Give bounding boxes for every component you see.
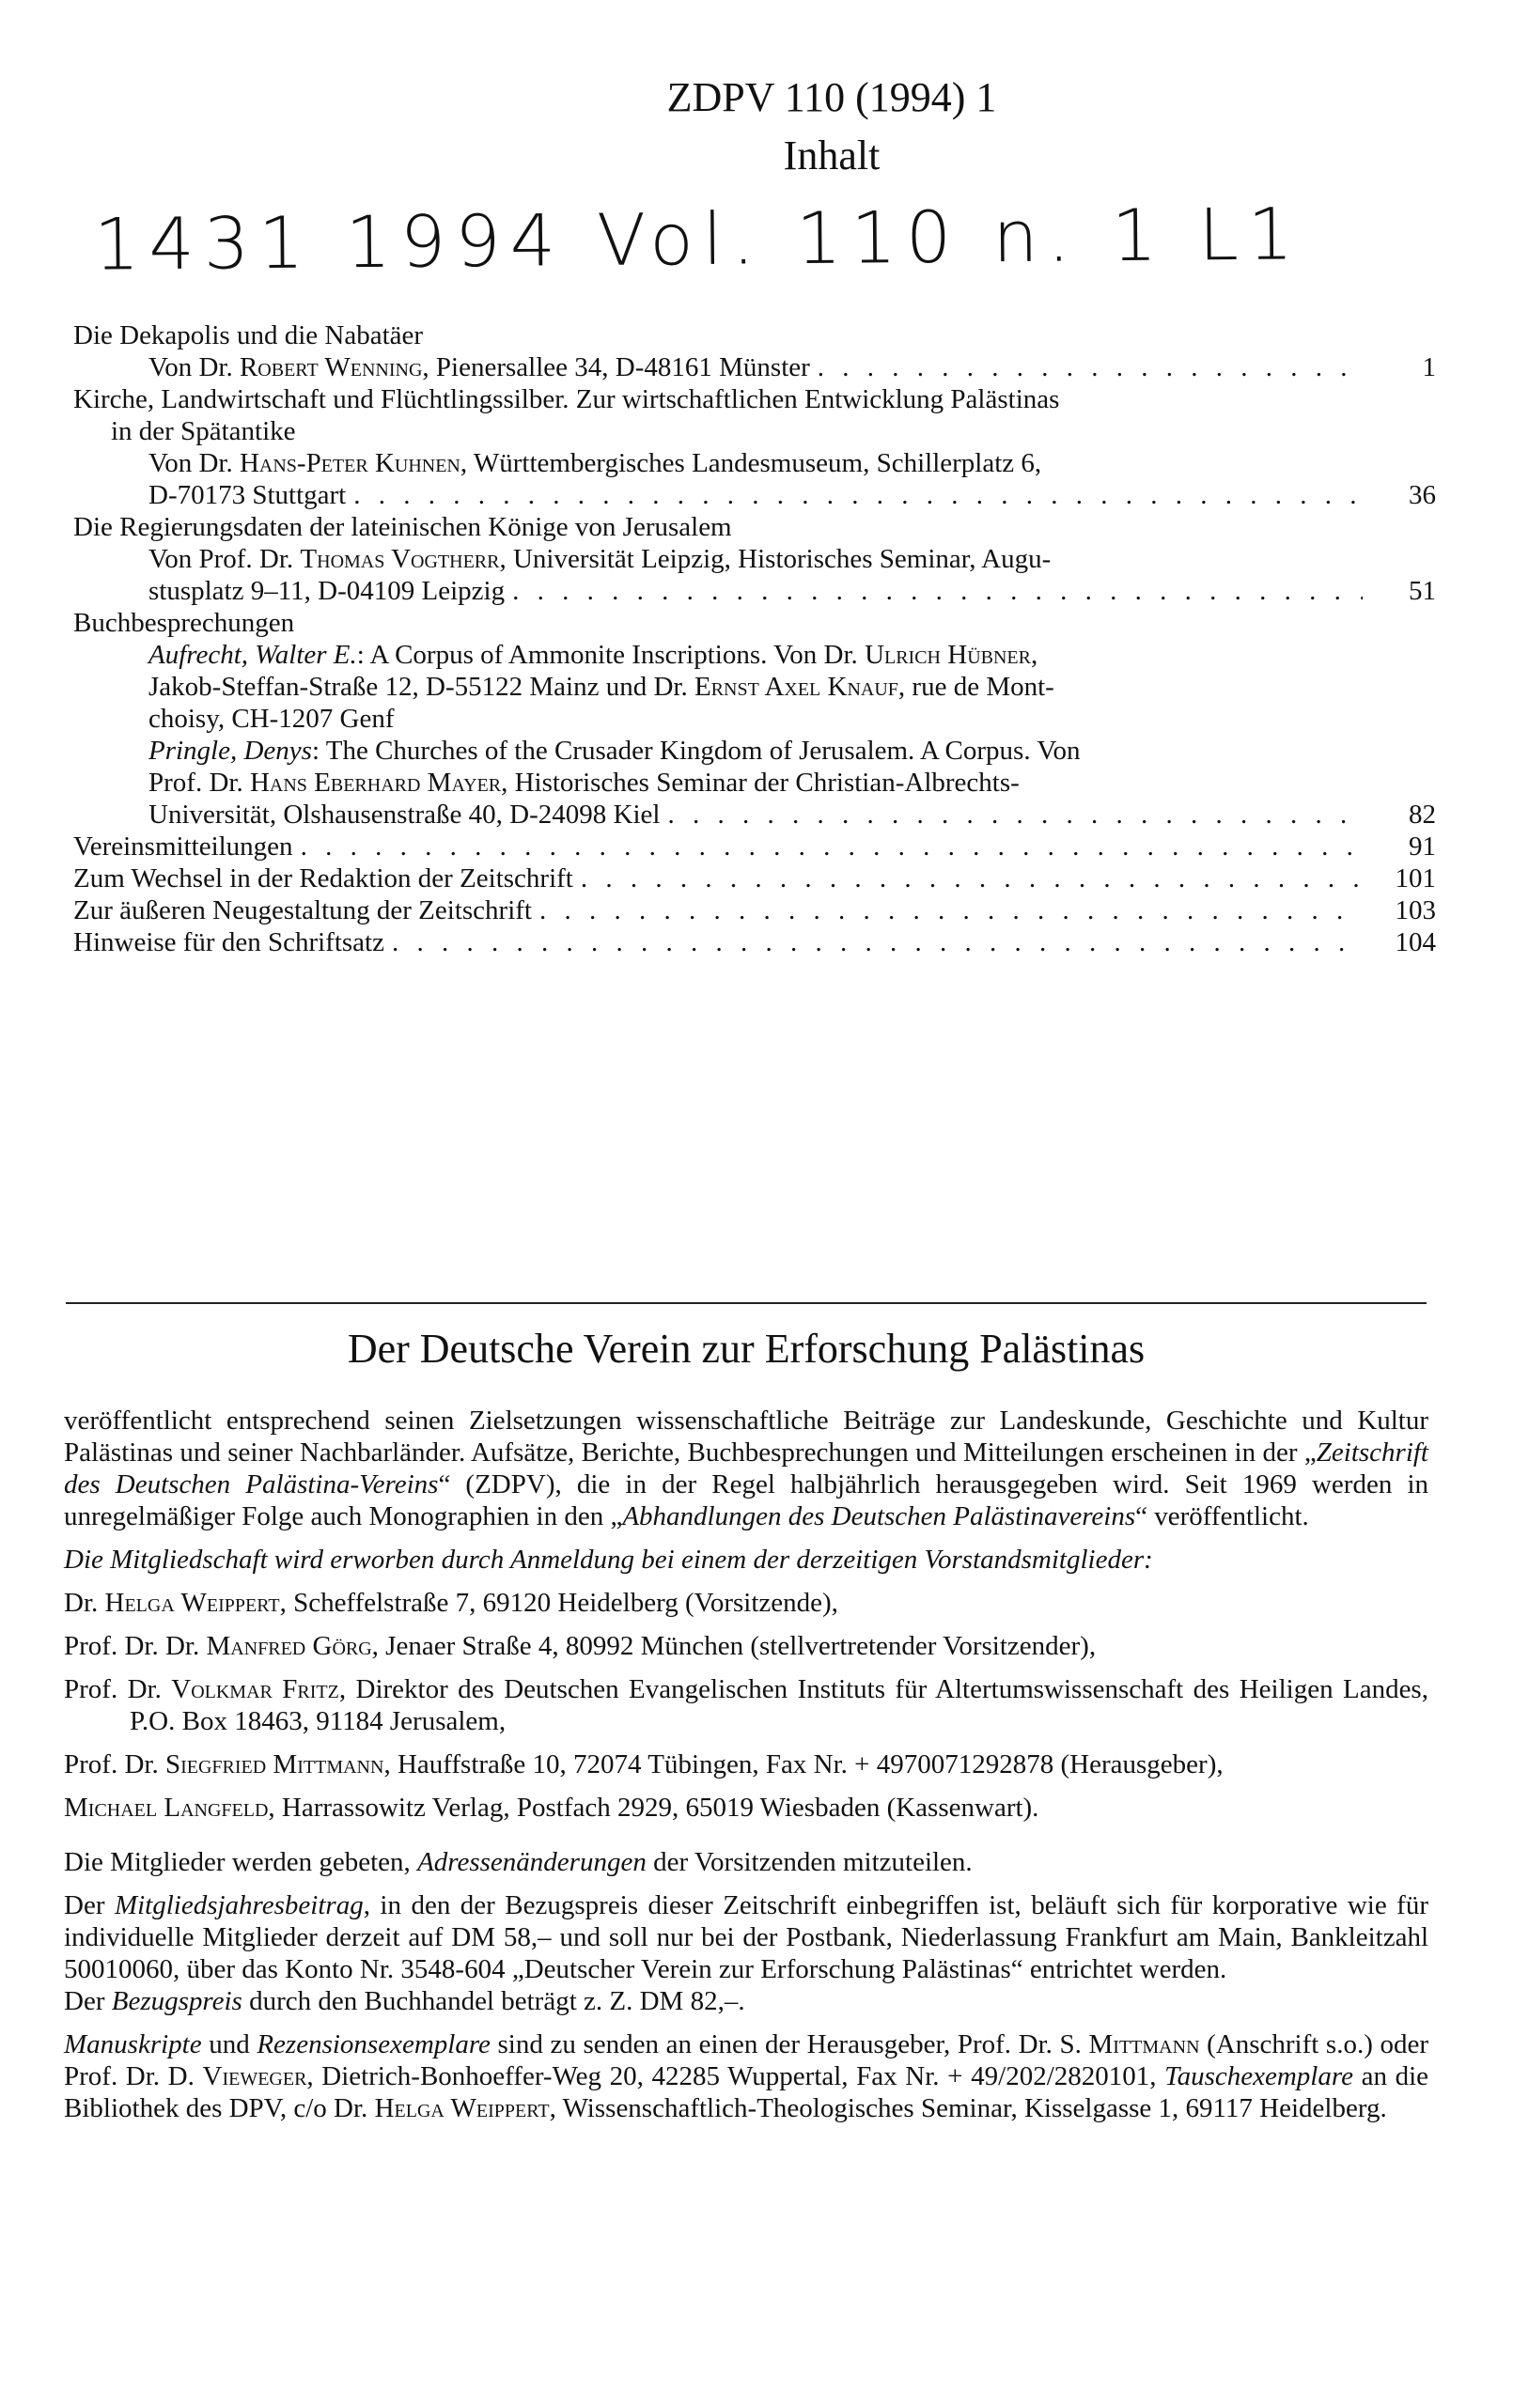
toc-leader [581,862,1363,894]
text: , Dietrich-Bonhoeffer-Weg 20, 42285 Wuppertal, Fax Nr. + 49/202/2820101, [306,2061,1165,2091]
toc-page-number: 82 [1409,800,1436,830]
review-text: Universität, Olshausenstraße 40, D-24098 Kiel [148,800,661,830]
toc-address: , Universität Leipzig, Historisches Seminar, Augu- [499,544,1052,574]
toc-leader [512,575,1363,607]
text: der Vorsitzenden mitzuteilen. [646,1847,973,1877]
spacer [64,1835,1428,1846]
toc-leader [392,926,1363,958]
board-member [64,1630,1428,1662]
toc-entry-title: Zum Wechsel in der Redaktion der Zeitschrift [73,863,573,893]
journal-title: ZDPV 110 (1994) 1 [666,74,997,120]
text: , Hauffstraße 10, 72074 Tübingen, Fax Nr. + 4970071292878 (Herausgeber), [383,1749,1224,1779]
membership-fee-note [64,1889,1428,1985]
review-book-author: Aufrecht, Walter E. [148,640,357,670]
review-line [73,671,1436,703]
toc-page-number: 36 [1409,480,1436,510]
reviewer-name: Ulrich Hübner [865,640,1031,670]
toc-address: , Pienersallee 34, D-48161 Münster [422,352,810,382]
toc-entry-address-line [73,575,1436,607]
toc-page-number: 1 [1422,352,1436,382]
text: Prof. Dr. [64,1674,172,1704]
toc-leader [353,479,1363,511]
toc-address: D-70173 Stuttgart [148,480,347,510]
society-description [64,1405,1428,1532]
text-italic: Bezugspreis [111,1986,242,2016]
text-italic: Manuskripte [64,2029,202,2059]
manuscript-submission-note [64,2028,1428,2124]
toc-by: Von Prof. Dr. [148,544,301,574]
text: (Anschrift s.o.) oder Prof. Dr. D. [64,2029,1429,2091]
review-line [73,767,1436,799]
text: “ veröffentlicht. [1135,1501,1309,1531]
board-member [64,1748,1428,1780]
review-text: Prof. Dr. [148,768,250,798]
review-text: Jakob-Steffan-Straße 12, D-55122 Mainz und Dr. [148,672,694,702]
toc-by: Von Dr. [148,448,240,478]
text: Prof. Dr. Dr. [64,1631,207,1661]
toc-entry [73,862,1436,894]
toc-author: Robert Wenning [239,352,423,382]
text: Dr. [64,1588,105,1618]
section-divider [66,1302,1427,1304]
review-text: : A Corpus of Ammonite Inscriptions. Von Dr. [356,640,866,670]
toc-entry-title: Vereinsmitteilungen [73,831,293,862]
toc-page-number: 51 [1409,576,1436,606]
toc-by: Von Dr. [148,352,240,382]
editor-name: Mittmann [1088,2029,1200,2059]
board-member [64,1792,1428,1824]
toc-leader [818,351,1363,383]
text: , Wissenschaftlich-Theologisches Seminar, Kisselgasse 1, 69117 Heidelberg. [549,2093,1387,2123]
toc-entry-title: Kirche, Landwirtschaft und Flüchtlingssilber. Zur wirtschaftlichen Entwicklung Palästinas [73,384,1060,414]
text: , Scheffelstraße 7, 69120 Heidelberg (Vorsitzende), [279,1588,838,1618]
toc-entry-title: Die Dekapolis und die Nabatäer [73,320,424,350]
review-text: , rue de Mont- [897,672,1054,702]
handwritten-shelfmark: 1431 1994 Vol. 110 n. 1 L1 [93,192,1303,287]
subscription-price-note [64,1985,1428,2017]
toc-entry-title: Zur äußeren Neugestaltung der Zeitschrift [73,895,532,925]
toc-author: Hans-Peter Kuhnen [239,448,460,478]
review-line [73,799,1436,831]
review-line [73,639,1436,671]
toc-entry [73,383,1436,511]
text: an die Bibliothek des DPV, c/o Dr. [64,2061,1428,2123]
review-book-author: Pringle, Denys [148,736,312,766]
text-italic: Tauschexemplare [1164,2061,1353,2091]
membership-note: Die Mitgliedschaft wird erworben durch Anmeldung bei einem der derzeitigen Vorstandsmitglieder: [64,1545,1153,1575]
text: Die Mitglieder werden gebeten, [64,1847,418,1877]
text-italic: Rezensionsexemplare [257,2029,491,2059]
toc-entry-address-line [73,479,1436,511]
text: Der [64,1890,115,1920]
toc-entry [73,926,1436,958]
board-member [64,1587,1428,1619]
toc-author: Thomas Vogtherr [300,544,500,574]
toc-page-number: 103 [1395,895,1436,925]
text-italic: Zeitschrift des Deutschen Palästina-Vereins [64,1437,1428,1499]
contents-heading: Inhalt [783,132,881,179]
review-line [73,735,1436,767]
toc-entry [73,831,1436,862]
board-member-list [64,1587,1428,1824]
text: und [201,2029,257,2059]
reviewer-name: Ernst Axel Knauf [694,672,898,702]
text: veröffentlicht entsprechend seinen Zielsetzungen wissenschaftliche Beiträge zur Landeskunde, Geschichte und Kultur Palästinas und seiner Nachbarländer. Aufsätze, Berichte, Buchbesprechungen und Mitteilungen erscheinen in der „ [64,1406,1428,1468]
society-info [64,1405,1428,2136]
toc-leader [539,894,1363,926]
text-italic: Adressenänderungen [417,1847,647,1877]
toc-entry-author-line [73,543,1436,575]
board-member [64,1673,1428,1737]
review-text: : The Churches of the Crusader Kingdom of Jerusalem. A Corpus. Von [311,736,1081,766]
member-name: Manfred Görg [206,1631,372,1661]
toc-address: , Württembergisches Landesmuseum, Schillerplatz 6, [460,448,1042,478]
toc-entry-author-line [73,351,1436,383]
text: , Harrassowitz Verlag, Postfach 2929, 65019 Wiesbaden (Kassenwart). [268,1793,1039,1823]
toc-entry-title: Die Regierungsdaten der lateinischen Könige von Jerusalem [73,512,732,542]
member-name: Siegfried Mittmann [164,1749,384,1779]
toc-leader [667,799,1363,831]
address-change-note [64,1846,1428,1878]
toc-entry-title-cont: in der Spätantike [111,416,296,446]
text: , Direktor des Deutschen Evangelischen Instituts für Altertumswissenschaft des Heiligen Landes, P.O. Box 18463, 91184 Jerusalem, [130,1674,1428,1736]
editor-name: Vieweger [202,2061,307,2091]
toc-entry [73,511,1436,607]
text: , Jenaer Straße 4, 80992 München (stellvertretender Vorsitzender), [371,1631,1097,1661]
review-text: , [1030,640,1038,670]
toc-address: stusplatz 9–11, D-04109 Leipzig [148,576,506,606]
toc-leader [301,831,1363,862]
review-line: choisy, CH-1207 Genf [148,704,395,734]
text: Prof. Dr. [64,1749,165,1779]
toc-entry-author-line [73,447,1436,479]
toc-entry-title: Buchbesprechungen [73,608,295,638]
text-italic: Mitgliedsjahresbeitrag [114,1890,364,1920]
toc-page-number: 91 [1409,831,1436,862]
review-text: , Historisches Seminar der Christian-Albrechts- [501,768,1020,798]
toc-page-number: 104 [1395,927,1436,957]
toc-entry [73,607,1436,831]
reviewer-name: Hans Eberhard Mayer [249,768,502,798]
member-name: Michael Langfeld [64,1793,269,1823]
text: , in den der Bezugspreis dieser Zeitschrift einbegriffen ist, beläuft sich für korporative wie für individuelle Mitglieder derzeit auf DM 58,– und soll nur bei der Postbank, Niederlassung Frankfurt am Main, Bankleitzahl 50010060, über das Konto Nr. 3548-604 „Deutscher Verein zur Erforschung Palästinas“ entrichtet werden. [64,1890,1428,1984]
member-name: Helga Weippert [374,2093,550,2123]
text: durch den Buchhandel beträgt z. Z. DM 82,–. [242,1986,745,2016]
society-heading: Der Deutsche Verein zur Erforschung Palästinas [347,1326,1146,1372]
member-name: Helga Weippert [104,1588,280,1618]
text: sind zu senden an einen der Herausgeber, Prof. Dr. S. [490,2029,1089,2059]
text: Der [64,1986,112,2016]
table-of-contents [73,319,1436,958]
member-name: Volkmar Fritz [171,1674,339,1704]
toc-entry [73,319,1436,383]
text: “ (ZDPV), die in der Regel halbjährlich herausgegeben wird. Seit 1969 werden in unregelmäßiger Folge auch Monographien in den „ [64,1469,1428,1531]
toc-entry-title: Hinweise für den Schriftsatz [73,927,384,957]
text-italic: Abhandlungen des Deutschen Palästinavereins [622,1501,1136,1531]
toc-entry [73,894,1436,926]
toc-page-number: 101 [1395,863,1436,893]
